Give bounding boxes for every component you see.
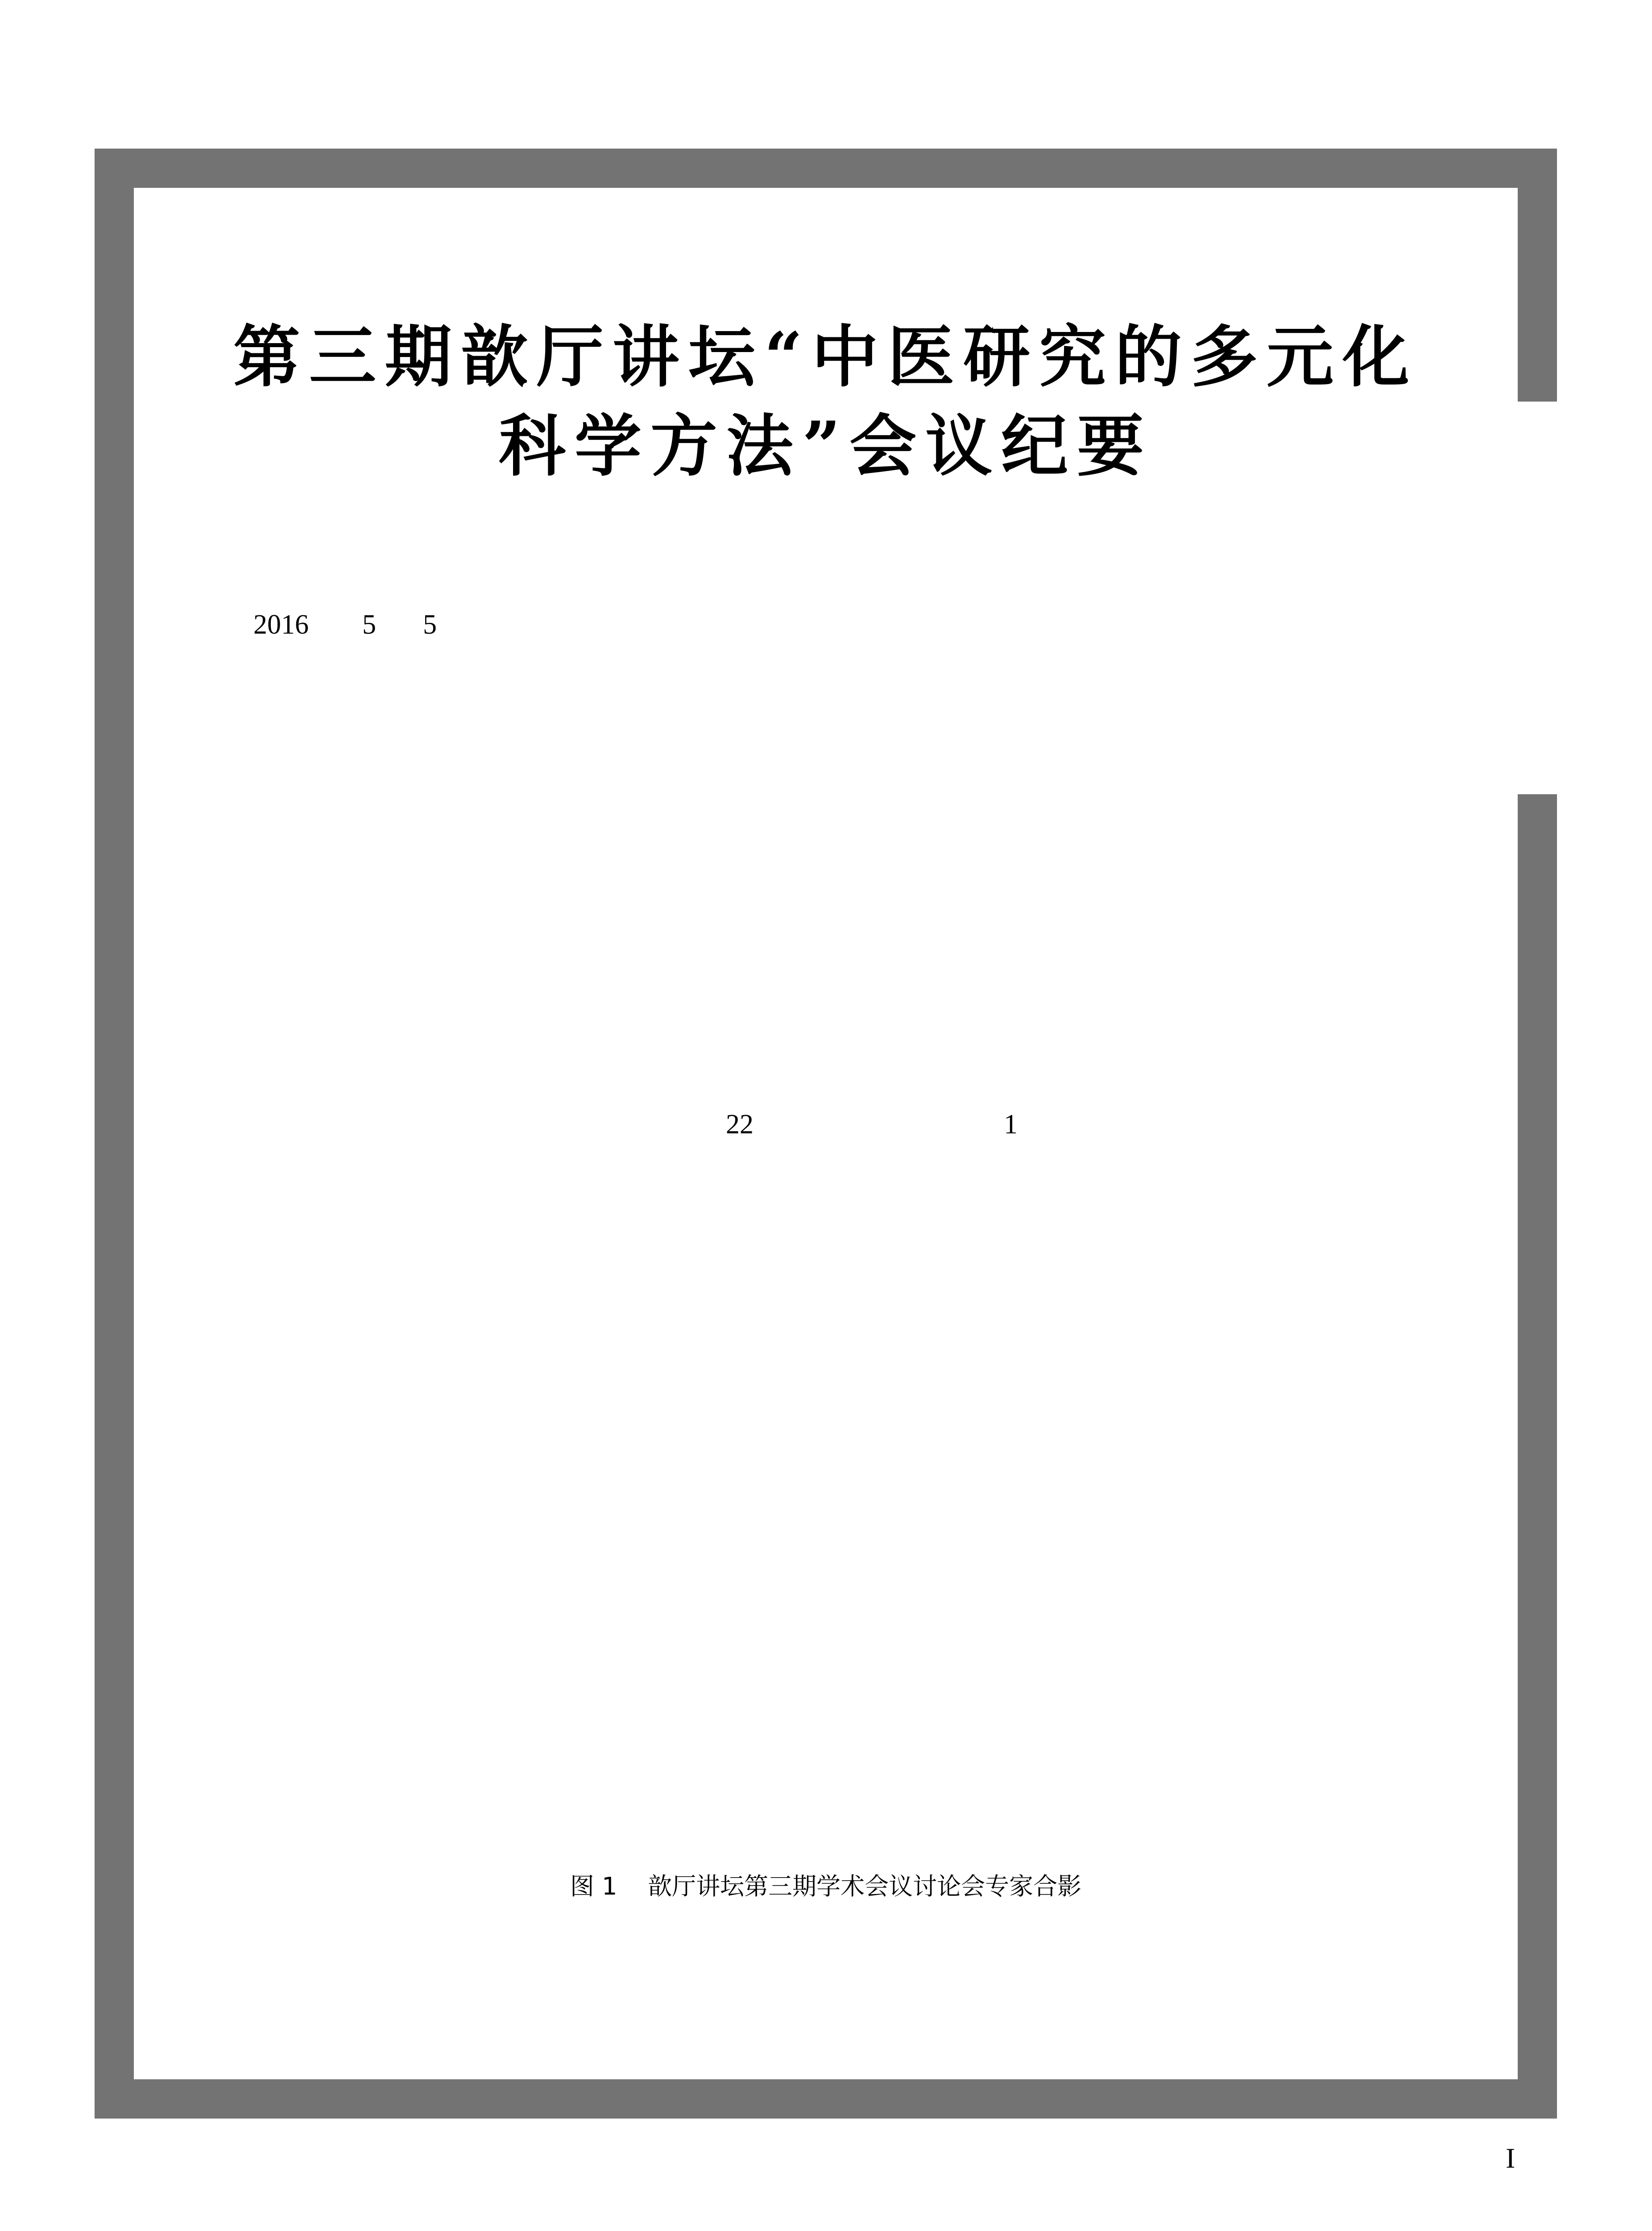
figure-caption: 图 1 歆厅讲坛第三期学术会议讨论会专家合影 [570, 1872, 1082, 1900]
date-day: 5 [423, 610, 437, 640]
date-year: 2016 [253, 610, 309, 640]
document-title [134, 312, 1518, 491]
body-number-22: 22 [726, 1109, 754, 1140]
title-line-2: 科学方法”会议纪要 [498, 407, 1153, 485]
body-number-1: 1 [1004, 1109, 1018, 1140]
border-gap [1518, 402, 1557, 794]
date-month: 5 [362, 610, 376, 640]
page-number: I [1506, 2142, 1515, 2174]
title-line-1: 第三期歆厅讲坛“中医研究的多元化 [233, 318, 1419, 396]
